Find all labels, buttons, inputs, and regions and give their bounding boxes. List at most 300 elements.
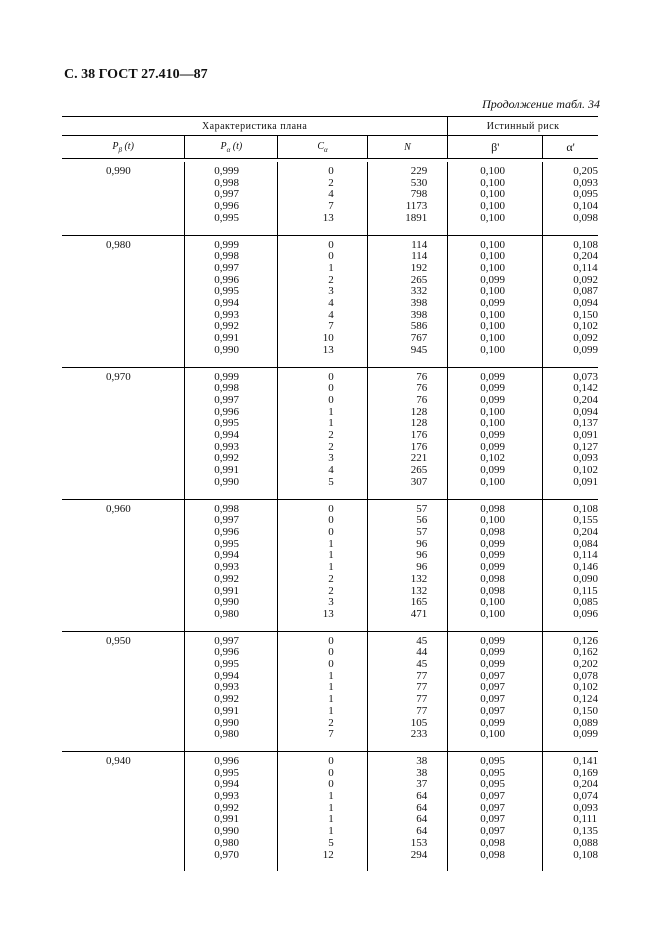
cell-n: 1173 bbox=[367, 201, 448, 213]
cell-alpha: 0,074 bbox=[543, 791, 598, 803]
cell-pa: 0,994 bbox=[185, 430, 278, 442]
cell-n: 38 bbox=[367, 768, 448, 780]
table-row bbox=[62, 235, 598, 251]
cell-ca: 0 bbox=[278, 527, 367, 539]
cell-pa: 0,998 bbox=[185, 251, 278, 263]
cell-pa: 0,994 bbox=[185, 779, 278, 791]
cell-alpha: 0,114 bbox=[543, 263, 598, 275]
cell-pb bbox=[62, 213, 185, 235]
cell-beta: 0,099 bbox=[448, 298, 543, 310]
cell-pb bbox=[62, 286, 185, 298]
cell-n: 586 bbox=[367, 321, 448, 333]
table-group bbox=[62, 235, 598, 367]
cell-alpha: 0,089 bbox=[543, 718, 598, 730]
cell-alpha: 0,084 bbox=[543, 539, 598, 551]
cell-pb bbox=[62, 539, 185, 551]
cell-beta: 0,099 bbox=[448, 631, 543, 647]
cell-n: 176 bbox=[367, 430, 448, 442]
cell-pa: 0,994 bbox=[185, 298, 278, 310]
cell-ca: 1 bbox=[278, 550, 367, 562]
cell-ca: 1 bbox=[278, 803, 367, 815]
cell-alpha: 0,091 bbox=[543, 477, 598, 499]
cell-n: 37 bbox=[367, 779, 448, 791]
cell-ca: 3 bbox=[278, 453, 367, 465]
cell-pa: 0,996 bbox=[185, 647, 278, 659]
cell-n: 64 bbox=[367, 814, 448, 826]
cell-ca: 2 bbox=[278, 574, 367, 586]
cell-alpha: 0,093 bbox=[543, 178, 598, 190]
cell-pa: 0,991 bbox=[185, 586, 278, 598]
cell-n: 64 bbox=[367, 791, 448, 803]
cell-pa: 0,993 bbox=[185, 791, 278, 803]
table-row bbox=[62, 659, 598, 671]
table-row bbox=[62, 298, 598, 310]
cell-pb bbox=[62, 321, 185, 333]
cell-beta: 0,100 bbox=[448, 235, 543, 251]
cell-pa: 0,992 bbox=[185, 453, 278, 465]
cell-pa: 0,990 bbox=[185, 597, 278, 609]
cell-pb bbox=[62, 430, 185, 442]
cell-ca: 0 bbox=[278, 251, 367, 263]
cell-pb bbox=[62, 442, 185, 454]
cell-pa: 0,997 bbox=[185, 189, 278, 201]
cell-pa: 0,997 bbox=[185, 395, 278, 407]
cell-beta: 0,099 bbox=[448, 465, 543, 477]
cell-pa: 0,990 bbox=[185, 826, 278, 838]
cell-alpha: 0,108 bbox=[543, 235, 598, 251]
cell-beta: 0,098 bbox=[448, 574, 543, 586]
cell-beta: 0,097 bbox=[448, 803, 543, 815]
cell-n: 1891 bbox=[367, 213, 448, 235]
cell-ca: 1 bbox=[278, 562, 367, 574]
cell-beta: 0,099 bbox=[448, 275, 543, 287]
cell-ca: 1 bbox=[278, 263, 367, 275]
table-row bbox=[62, 706, 598, 718]
table-row bbox=[62, 850, 598, 872]
cell-pb: 0,950 bbox=[62, 631, 185, 647]
table-row bbox=[62, 430, 598, 442]
cell-ca: 7 bbox=[278, 321, 367, 333]
col-header-beta: β' bbox=[448, 136, 543, 159]
cell-pa: 0,995 bbox=[185, 213, 278, 235]
cell-pa: 0,991 bbox=[185, 333, 278, 345]
cell-alpha: 0,202 bbox=[543, 659, 598, 671]
cell-beta: 0,099 bbox=[448, 395, 543, 407]
table-row bbox=[62, 751, 598, 767]
cell-pb bbox=[62, 333, 185, 345]
cell-ca: 7 bbox=[278, 201, 367, 213]
cell-pa: 0,997 bbox=[185, 631, 278, 647]
cell-beta: 0,099 bbox=[448, 539, 543, 551]
cell-ca: 1 bbox=[278, 407, 367, 419]
cell-beta: 0,098 bbox=[448, 586, 543, 598]
table-row bbox=[62, 162, 598, 178]
cell-pa: 0,995 bbox=[185, 768, 278, 780]
cell-beta: 0,097 bbox=[448, 814, 543, 826]
cell-n: 57 bbox=[367, 527, 448, 539]
cell-alpha: 0,204 bbox=[543, 395, 598, 407]
cell-n: 398 bbox=[367, 298, 448, 310]
cell-alpha: 0,092 bbox=[543, 333, 598, 345]
cell-alpha: 0,205 bbox=[543, 162, 598, 178]
cell-beta: 0,097 bbox=[448, 671, 543, 683]
cell-n: 56 bbox=[367, 515, 448, 527]
cell-n: 76 bbox=[367, 367, 448, 383]
cell-pb bbox=[62, 768, 185, 780]
cell-pa: 0,997 bbox=[185, 515, 278, 527]
cell-n: 221 bbox=[367, 453, 448, 465]
cell-beta: 0,095 bbox=[448, 779, 543, 791]
cell-alpha: 0,127 bbox=[543, 442, 598, 454]
cell-ca: 4 bbox=[278, 298, 367, 310]
table-group bbox=[62, 751, 598, 871]
cell-beta: 0,100 bbox=[448, 310, 543, 322]
cell-alpha: 0,108 bbox=[543, 850, 598, 872]
cell-pa: 0,998 bbox=[185, 178, 278, 190]
cell-ca: 0 bbox=[278, 515, 367, 527]
cell-beta: 0,099 bbox=[448, 718, 543, 730]
cell-n: 471 bbox=[367, 609, 448, 631]
table-row bbox=[62, 527, 598, 539]
cell-pa: 0,996 bbox=[185, 201, 278, 213]
cell-alpha: 0,102 bbox=[543, 682, 598, 694]
cell-alpha: 0,108 bbox=[543, 499, 598, 515]
cell-ca: 0 bbox=[278, 631, 367, 647]
cell-pb bbox=[62, 383, 185, 395]
cell-pa: 0,998 bbox=[185, 383, 278, 395]
cell-alpha: 0,115 bbox=[543, 586, 598, 598]
cell-ca: 1 bbox=[278, 706, 367, 718]
cell-n: 96 bbox=[367, 550, 448, 562]
cell-n: 165 bbox=[367, 597, 448, 609]
col-header-ca: $C_\alpha$ bbox=[278, 136, 367, 159]
plan-characteristics-header: Характеристика плана bbox=[62, 117, 448, 136]
cell-ca: 0 bbox=[278, 647, 367, 659]
cell-ca: 2 bbox=[278, 275, 367, 287]
cell-n: 153 bbox=[367, 838, 448, 850]
cell-beta: 0,100 bbox=[448, 286, 543, 298]
cell-ca: 0 bbox=[278, 499, 367, 515]
cell-pa: 0,996 bbox=[185, 751, 278, 767]
table-group bbox=[62, 162, 598, 235]
cell-alpha: 0,096 bbox=[543, 609, 598, 631]
cell-pb bbox=[62, 515, 185, 527]
cell-beta: 0,100 bbox=[448, 418, 543, 430]
cell-ca: 4 bbox=[278, 189, 367, 201]
cell-n: 332 bbox=[367, 286, 448, 298]
cell-pb: 0,990 bbox=[106, 165, 131, 177]
cell-n: 38 bbox=[367, 751, 448, 767]
cell-alpha: 0,169 bbox=[543, 768, 598, 780]
cell-beta: 0,100 bbox=[448, 609, 543, 631]
cell-alpha: 0,085 bbox=[543, 597, 598, 609]
col-header-n: N bbox=[367, 136, 448, 159]
cell-pb bbox=[62, 706, 185, 718]
cell-pb bbox=[62, 586, 185, 598]
cell-beta: 0,099 bbox=[448, 442, 543, 454]
cell-ca: 10 bbox=[278, 333, 367, 345]
cell-pb bbox=[62, 527, 185, 539]
cell-beta: 0,099 bbox=[448, 647, 543, 659]
cell-beta: 0,099 bbox=[448, 550, 543, 562]
cell-beta: 0,100 bbox=[448, 515, 543, 527]
cell-alpha: 0,093 bbox=[543, 803, 598, 815]
cell-beta: 0,100 bbox=[448, 178, 543, 190]
table-row bbox=[62, 609, 598, 631]
cell-pb bbox=[62, 263, 185, 275]
cell-pa: 0,992 bbox=[185, 321, 278, 333]
table-row bbox=[62, 791, 598, 803]
cell-ca: 3 bbox=[278, 286, 367, 298]
cell-alpha: 0,150 bbox=[543, 310, 598, 322]
cell-n: 105 bbox=[367, 718, 448, 730]
table-group bbox=[62, 367, 598, 499]
cell-alpha: 0,092 bbox=[543, 275, 598, 287]
cell-pb bbox=[62, 395, 185, 407]
cell-ca: 1 bbox=[278, 694, 367, 706]
table-row bbox=[62, 263, 598, 275]
cell-ca: 0 bbox=[278, 779, 367, 791]
true-risk-header: Истинный риск bbox=[448, 117, 598, 136]
cell-pb bbox=[62, 791, 185, 803]
cell-beta: 0,100 bbox=[448, 333, 543, 345]
cell-pb bbox=[62, 201, 185, 213]
cell-pb bbox=[62, 694, 185, 706]
cell-pa: 0,992 bbox=[185, 574, 278, 586]
cell-pa: 0,996 bbox=[185, 407, 278, 419]
cell-ca: 0 bbox=[278, 235, 367, 251]
cell-ca: 1 bbox=[278, 418, 367, 430]
cell-beta: 0,098 bbox=[448, 850, 543, 872]
cell-beta: 0,100 bbox=[448, 321, 543, 333]
cell-pa: 0,990 bbox=[185, 345, 278, 367]
cell-ca: 4 bbox=[278, 465, 367, 477]
cell-beta: 0,097 bbox=[448, 694, 543, 706]
cell-pb bbox=[62, 298, 185, 310]
cell-pa: 0,991 bbox=[185, 814, 278, 826]
cell-n: 398 bbox=[367, 310, 448, 322]
cell-pa: 0,998 bbox=[185, 499, 278, 515]
cell-beta: 0,099 bbox=[448, 430, 543, 442]
cell-ca: 0 bbox=[278, 768, 367, 780]
cell-alpha: 0,162 bbox=[543, 647, 598, 659]
col-header-pb: $P_\beta$ (t) bbox=[62, 136, 185, 159]
table-row bbox=[62, 213, 598, 235]
cell-pa: 0,990 bbox=[185, 477, 278, 499]
cell-pb bbox=[62, 671, 185, 683]
table-row bbox=[62, 367, 598, 383]
cell-ca: 1 bbox=[278, 791, 367, 803]
cell-alpha: 0,098 bbox=[543, 213, 598, 235]
cell-alpha: 0,114 bbox=[543, 550, 598, 562]
cell-ca: 2 bbox=[278, 178, 367, 190]
cell-n: 76 bbox=[367, 383, 448, 395]
cell-n: 229 bbox=[367, 162, 448, 178]
cell-beta: 0,100 bbox=[448, 729, 543, 751]
cell-n: 128 bbox=[367, 418, 448, 430]
table-row bbox=[62, 729, 598, 751]
cell-beta: 0,098 bbox=[448, 499, 543, 515]
cell-pb bbox=[62, 814, 185, 826]
cell-ca: 0 bbox=[278, 751, 367, 767]
cell-pa: 0,992 bbox=[185, 803, 278, 815]
cell-n: 128 bbox=[367, 407, 448, 419]
cell-n: 132 bbox=[367, 586, 448, 598]
cell-beta: 0,097 bbox=[448, 791, 543, 803]
cell-n: 44 bbox=[367, 647, 448, 659]
cell-ca: 1 bbox=[278, 826, 367, 838]
cell-pb bbox=[62, 178, 185, 190]
cell-pa: 0,980 bbox=[185, 838, 278, 850]
cell-pa: 0,993 bbox=[185, 562, 278, 574]
cell-pa: 0,990 bbox=[185, 718, 278, 730]
cell-pb bbox=[62, 574, 185, 586]
cell-pb: 0,980 bbox=[62, 235, 185, 251]
cell-beta: 0,099 bbox=[448, 383, 543, 395]
cell-pb bbox=[62, 562, 185, 574]
cell-pb bbox=[62, 779, 185, 791]
table-continuation-caption: Продолжение табл. 34 bbox=[482, 97, 600, 111]
table-row bbox=[62, 574, 598, 586]
cell-n: 76 bbox=[367, 395, 448, 407]
cell-alpha: 0,135 bbox=[543, 826, 598, 838]
cell-ca: 0 bbox=[278, 659, 367, 671]
table-row bbox=[62, 395, 598, 407]
cell-pa: 0,993 bbox=[185, 310, 278, 322]
page-header: С. 38 ГОСТ 27.410—87 bbox=[64, 67, 208, 82]
table-row bbox=[62, 631, 598, 647]
cell-n: 45 bbox=[367, 659, 448, 671]
cell-pb bbox=[62, 345, 185, 367]
cell-pb: 0,940 bbox=[62, 751, 185, 767]
cell-alpha: 0,091 bbox=[543, 430, 598, 442]
cell-beta: 0,100 bbox=[448, 477, 543, 499]
cell-beta: 0,102 bbox=[448, 453, 543, 465]
cell-n: 77 bbox=[367, 694, 448, 706]
cell-beta: 0,100 bbox=[448, 345, 543, 367]
cell-pa: 0,995 bbox=[185, 286, 278, 298]
cell-beta: 0,098 bbox=[448, 838, 543, 850]
cell-ca: 0 bbox=[278, 162, 367, 178]
cell-ca: 4 bbox=[278, 310, 367, 322]
cell-n: 77 bbox=[367, 671, 448, 683]
cell-pb bbox=[62, 550, 185, 562]
cell-ca: 1 bbox=[278, 671, 367, 683]
cell-pa: 0,997 bbox=[185, 263, 278, 275]
table-group bbox=[62, 631, 598, 751]
cell-pb bbox=[62, 453, 185, 465]
cell-beta: 0,100 bbox=[448, 201, 543, 213]
cell-pa: 0,980 bbox=[185, 609, 278, 631]
cell-alpha: 0,102 bbox=[543, 321, 598, 333]
cell-pb bbox=[62, 718, 185, 730]
cell-pb bbox=[62, 850, 185, 872]
cell-n: 114 bbox=[367, 235, 448, 251]
cell-alpha: 0,094 bbox=[543, 407, 598, 419]
cell-ca: 2 bbox=[278, 586, 367, 598]
cell-pb bbox=[62, 729, 185, 751]
cell-ca: 5 bbox=[278, 477, 367, 499]
cell-alpha: 0,104 bbox=[543, 201, 598, 213]
cell-pb bbox=[62, 465, 185, 477]
cell-pb bbox=[62, 803, 185, 815]
cell-alpha: 0,142 bbox=[543, 383, 598, 395]
cell-beta: 0,095 bbox=[448, 768, 543, 780]
cell-n: 64 bbox=[367, 803, 448, 815]
cell-pa: 0,995 bbox=[185, 539, 278, 551]
cell-alpha: 0,099 bbox=[543, 729, 598, 751]
cell-beta: 0,100 bbox=[448, 251, 543, 263]
cell-ca: 2 bbox=[278, 442, 367, 454]
cell-pb bbox=[62, 275, 185, 287]
cell-pb bbox=[62, 659, 185, 671]
cell-ca: 1 bbox=[278, 682, 367, 694]
cell-alpha: 0,124 bbox=[543, 694, 598, 706]
cell-alpha: 0,141 bbox=[543, 751, 598, 767]
cell-n: 77 bbox=[367, 706, 448, 718]
cell-alpha: 0,094 bbox=[543, 298, 598, 310]
cell-ca: 12 bbox=[278, 850, 367, 872]
cell-n: 64 bbox=[367, 826, 448, 838]
cell-pa: 0,970 bbox=[185, 850, 278, 872]
cell-pa: 0,992 bbox=[185, 694, 278, 706]
cell-beta: 0,099 bbox=[448, 562, 543, 574]
cell-pa: 0,995 bbox=[185, 418, 278, 430]
cell-pb: 0,960 bbox=[62, 499, 185, 515]
cell-beta: 0,099 bbox=[448, 367, 543, 383]
cell-beta: 0,099 bbox=[448, 659, 543, 671]
cell-pb bbox=[62, 826, 185, 838]
cell-n: 96 bbox=[367, 562, 448, 574]
cell-pb bbox=[62, 418, 185, 430]
cell-pa: 0,999 bbox=[185, 235, 278, 251]
cell-pb: 0,970 bbox=[62, 367, 185, 383]
cell-alpha: 0,078 bbox=[543, 671, 598, 683]
cell-n: 945 bbox=[367, 345, 448, 367]
cell-n: 530 bbox=[367, 178, 448, 190]
cell-alpha: 0,126 bbox=[543, 631, 598, 647]
cell-pb bbox=[62, 682, 185, 694]
cell-beta: 0,095 bbox=[448, 751, 543, 767]
cell-ca: 13 bbox=[278, 345, 367, 367]
cell-ca: 13 bbox=[278, 213, 367, 235]
cell-pb bbox=[62, 189, 185, 201]
cell-pa: 0,999 bbox=[185, 367, 278, 383]
cell-pb bbox=[62, 838, 185, 850]
table-row bbox=[62, 477, 598, 499]
cell-ca: 0 bbox=[278, 383, 367, 395]
cell-ca: 7 bbox=[278, 729, 367, 751]
cell-pa: 0,999 bbox=[185, 162, 278, 178]
cell-beta: 0,100 bbox=[448, 597, 543, 609]
cell-ca: 5 bbox=[278, 838, 367, 850]
cell-beta: 0,098 bbox=[448, 527, 543, 539]
cell-n: 114 bbox=[367, 251, 448, 263]
cell-ca: 3 bbox=[278, 597, 367, 609]
table-group bbox=[62, 499, 598, 631]
cell-pa: 0,991 bbox=[185, 465, 278, 477]
data-table bbox=[62, 116, 598, 871]
cell-beta: 0,100 bbox=[448, 189, 543, 201]
cell-alpha: 0,088 bbox=[543, 838, 598, 850]
cell-n: 176 bbox=[367, 442, 448, 454]
col-header-alpha: α' bbox=[543, 136, 598, 159]
cell-alpha: 0,204 bbox=[543, 779, 598, 791]
cell-ca: 1 bbox=[278, 814, 367, 826]
cell-pa: 0,993 bbox=[185, 682, 278, 694]
cell-pb bbox=[62, 251, 185, 263]
cell-beta: 0,100 bbox=[448, 263, 543, 275]
